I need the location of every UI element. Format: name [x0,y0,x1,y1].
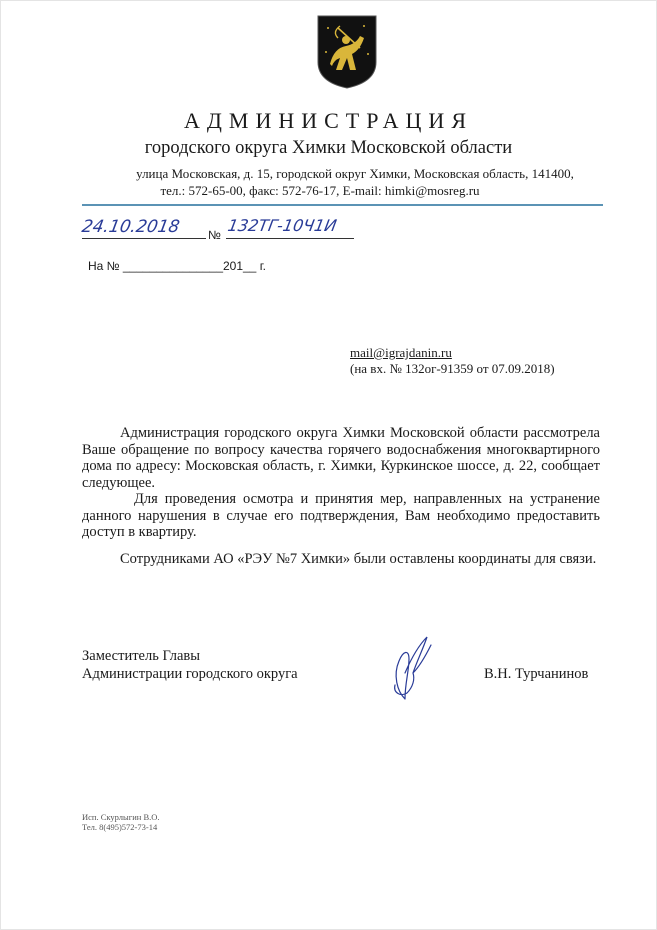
executor-phone: Тел. 8(495)572-73-14 [82,822,158,832]
address-line: улица Московская, д. 15, городской округ Химки, Московская область, 141400, [136,166,574,181]
executor-name: Исп. Скурлыгин В.О. [82,812,160,822]
organization-title: АДМИНИСТРАЦИЯ [184,108,473,133]
coat-of-arms-icon [316,14,378,90]
body-paragraph: Администрация городского округа Химки Московской области рассмотрела Ваше обращение по вопросу качества горячего водоснабжения многоквартирного дома по адресу: Московская область, г. Химки, Куркинское шоссе, д. 22, сообщает следующее. [82,425,600,491]
body-paragraph: Для проведения осмотра и принятия мер, направленных на устранение данного нарушения в случае его подтверждения, Вам необходимо предоставить доступ в квартиру. [82,491,600,540]
reference-line: На № _______________201__ г. [88,259,266,273]
number-sign: № [208,228,221,242]
header-divider [82,204,603,206]
recipient-email: mail@igrajdanin.ru [350,345,452,360]
organization-subtitle: городского округа Химки Московской области [144,138,513,158]
signer-name: В.Н. Турчанинов [484,666,589,682]
handwritten-signature-icon [383,633,439,703]
signer-organization: Администрации городского округа [82,666,298,682]
body-paragraph: Сотрудниками АО «РЭУ №7 Химки» были оставлены координаты для связи. [120,550,597,567]
signer-position: Заместитель Главы [82,648,201,664]
contacts-line: тел.: 572-65-00, факс: 572-76-17, E-mail: himki@mosreg.ru [160,183,480,198]
letter-body [82,425,600,567]
outgoing-number: 132ТГ-10Ч1И [226,216,339,235]
number-underline [226,238,354,239]
incoming-reference: (на вх. № 132ог-91359 от 07.09.2018) [350,361,555,376]
outgoing-date: 24.10.2018 [80,217,182,237]
date-underline [82,238,206,239]
